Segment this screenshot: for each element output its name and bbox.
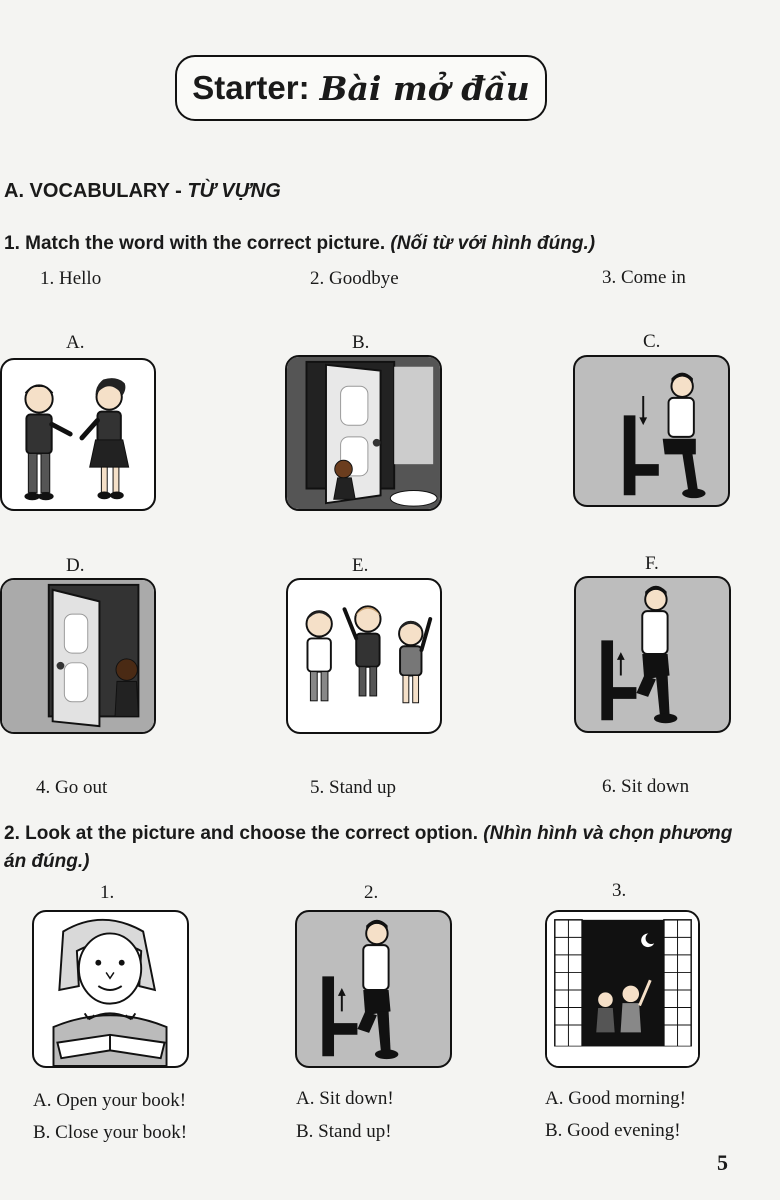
question-2 bbox=[4, 820, 744, 876]
question-1-italic: (Nối từ với hình đúng.) bbox=[390, 233, 596, 254]
letter-e: E. bbox=[352, 555, 369, 576]
word-6: 6. Sit down bbox=[602, 776, 690, 797]
word-1: 1. Hello bbox=[40, 268, 102, 289]
title-main: Starter: bbox=[192, 69, 310, 106]
page-title-box bbox=[175, 55, 547, 121]
option-1b[interactable]: B. Close your book! bbox=[33, 1122, 188, 1143]
section-a-italic: TỪ VỰNG bbox=[187, 180, 281, 202]
question-1-text: 1. Match the word with the correct picture. bbox=[4, 233, 391, 254]
section-a-label: A. VOCABULARY - bbox=[4, 180, 188, 202]
picture-3-night-window bbox=[545, 910, 700, 1068]
number-3: 3. bbox=[612, 880, 627, 901]
number-2: 2. bbox=[364, 882, 379, 903]
letter-f: F. bbox=[645, 553, 659, 574]
picture-f-stand-up bbox=[574, 576, 731, 733]
option-1a[interactable]: A. Open your book! bbox=[33, 1090, 187, 1111]
picture-d-go-out bbox=[0, 578, 156, 734]
question-2-italic: (Nhìn hình và chọn phương án đúng.) bbox=[4, 823, 733, 872]
word-5: 5. Stand up bbox=[310, 777, 397, 798]
picture-1-girl-book bbox=[32, 910, 189, 1068]
picture-b-come-in bbox=[285, 355, 442, 511]
letter-d: D. bbox=[66, 555, 85, 576]
word-2: 2. Goodbye bbox=[310, 268, 399, 289]
option-3a[interactable]: A. Good morning! bbox=[545, 1088, 686, 1109]
letter-c: C. bbox=[643, 331, 661, 352]
question-2-text: 2. Look at the picture and choose the correct option. bbox=[4, 823, 484, 844]
letter-a: A. bbox=[66, 332, 85, 353]
title-italic: Bài mở đầu bbox=[319, 68, 530, 108]
section-a-heading bbox=[4, 180, 281, 203]
question-1 bbox=[4, 233, 774, 255]
word-4: 4. Go out bbox=[36, 777, 108, 798]
picture-2-stand-up bbox=[295, 910, 452, 1068]
picture-e-children-waving bbox=[286, 578, 442, 734]
number-1: 1. bbox=[100, 882, 115, 903]
page-number: 5 bbox=[717, 1150, 728, 1175]
letter-b: B. bbox=[352, 332, 370, 353]
option-2a[interactable]: A. Sit down! bbox=[296, 1088, 394, 1109]
picture-c-sit-down bbox=[573, 355, 730, 507]
picture-a-children-greeting bbox=[0, 358, 156, 511]
option-2b[interactable]: B. Stand up! bbox=[296, 1121, 392, 1142]
option-3b[interactable]: B. Good evening! bbox=[545, 1120, 681, 1141]
word-3: 3. Come in bbox=[602, 267, 686, 288]
